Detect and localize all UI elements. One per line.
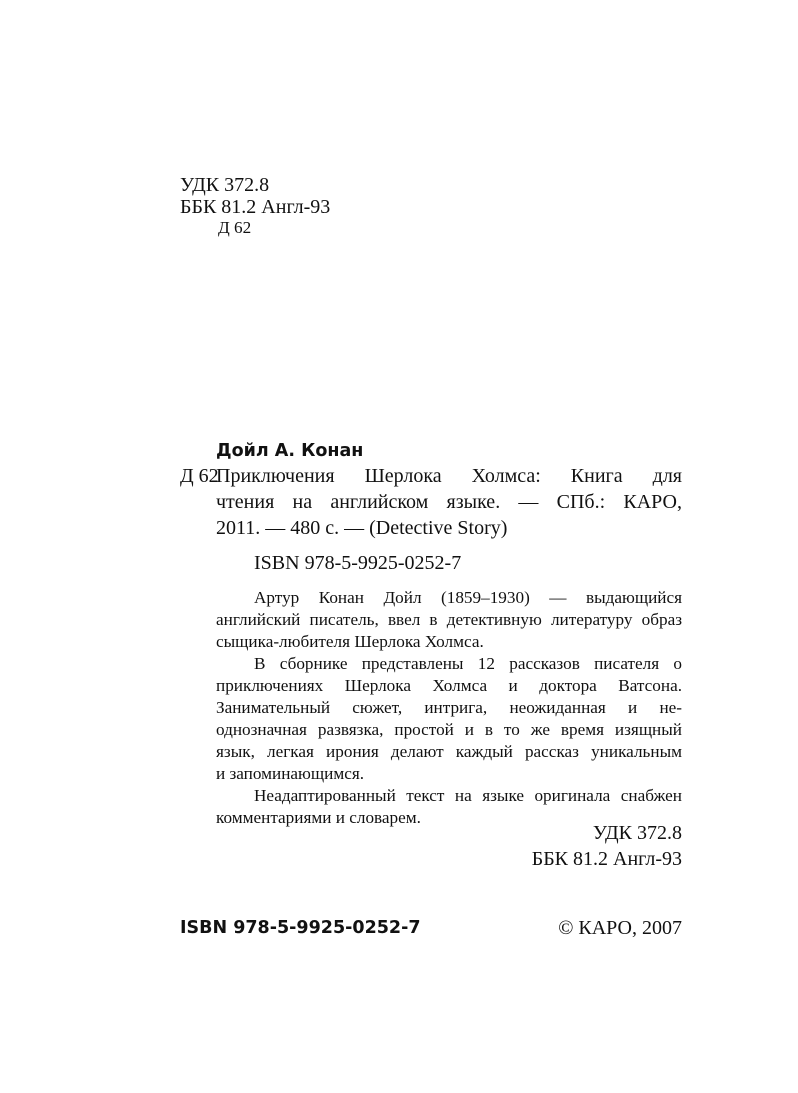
abstract-p2-line-4: однозначная развязка, простой и в то же время изящный	[216, 720, 682, 739]
abstract-p2-line-6: и запоминающимся.	[216, 764, 365, 783]
abstract-p3-line-1: Неадаптированный текст на языке оригинала снабжен	[254, 786, 682, 805]
abstract-p2-line-3: Занимательный сюжет, интрига, неожиданная и не-	[216, 698, 682, 717]
isbn-footer: ISBN 978-5-9925-0252-7	[180, 918, 421, 938]
isbn-entry: ISBN 978-5-9925-0252-7	[254, 552, 462, 574]
abstract-p1-line-3: сыщика-любителя Шерлока Холмса.	[216, 632, 484, 651]
bbk-code-bottom: ББК 81.2 Англ-93	[531, 848, 682, 870]
copyright: © КАРО, 2007	[558, 917, 682, 939]
abstract-p2-line-1: В сборнике представлены 12 рассказов писателя о	[254, 654, 682, 673]
description-line-3: 2011. — 480 с. — (Detective Story)	[216, 517, 508, 539]
abstract	[216, 587, 682, 829]
description-line-2: чтения на английском языке. — СПб.: КАРО,	[216, 491, 682, 513]
abstract-p2-line-5: язык, легкая ирония делают каждый рассказ уникальным	[216, 742, 682, 761]
udk-code-bottom: УДК 372.8	[592, 822, 682, 844]
description-line-1: Приключения Шерлока Холмса: Книга для	[216, 465, 682, 487]
author-mark-entry: Д 62	[180, 465, 219, 487]
abstract-p3-line-2: комментариями и словарем.	[216, 808, 421, 827]
abstract-p1-line-2: английский писатель, ввел в детективную литературу образ	[216, 610, 682, 629]
bbk-code-top: ББК 81.2 Англ-93	[180, 196, 331, 218]
bibliographic-description	[216, 463, 682, 541]
author-heading: Дойл А. Конан	[216, 441, 364, 461]
abstract-p1-line-1: Артур Конан Дойл (1859–1930) — выдающийся	[254, 588, 682, 607]
author-mark-top: Д 62	[218, 218, 252, 237]
udk-code-top: УДК 372.8	[180, 174, 270, 196]
abstract-p2-line-2: приключениях Шерлока Холмса и доктора Ватсона.	[216, 676, 682, 695]
bottom-codes	[532, 820, 682, 872]
